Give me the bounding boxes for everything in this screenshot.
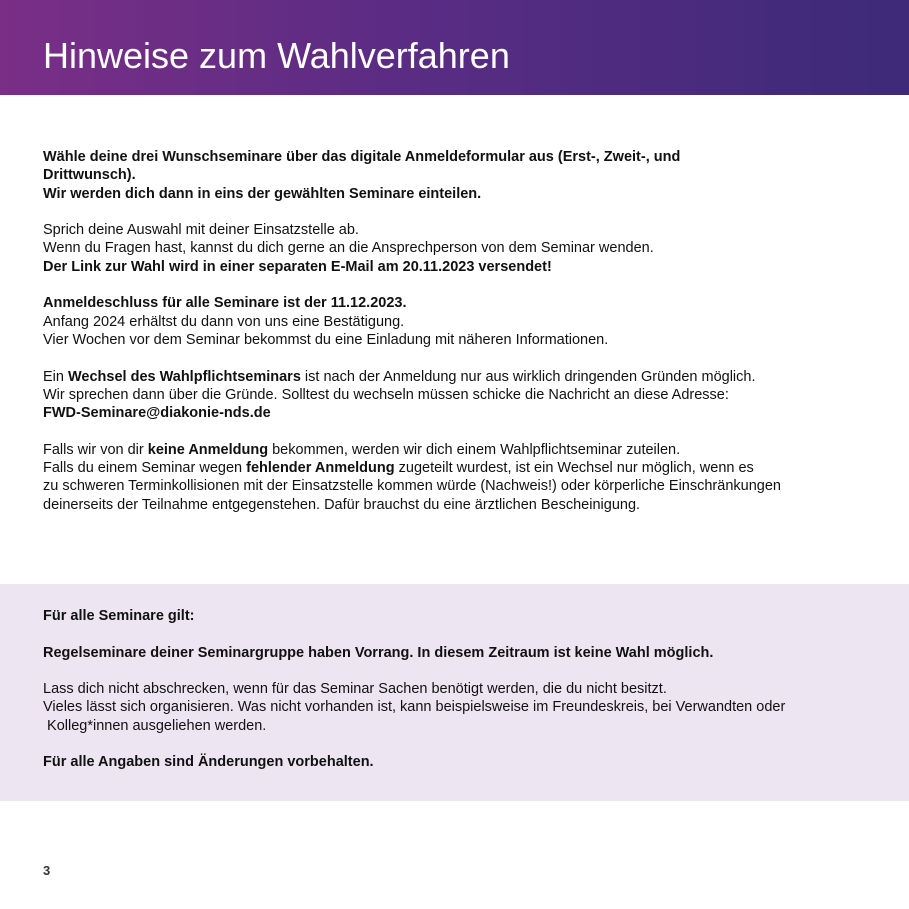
- coordination-line-2: Wenn du Fragen hast, kannst du dich gerne an die Ansprechperson von dem Seminar wenden.: [43, 240, 654, 257]
- no-registration-suffix: bekommen, werden wir dich einem Wahlpflichtseminar zuteilen.: [268, 441, 681, 458]
- notice-rule: Regelseminare deiner Seminargruppe haben Vorrang. In diesem Zeitraum ist keine Wahl möglich.: [43, 644, 714, 661]
- notice-rule-block: [43, 644, 863, 662]
- paragraph-change: [43, 368, 843, 423]
- change-line-1-suffix: ist nach der Anmeldung nur aus wirklich dringenden Gründen möglich.: [300, 368, 756, 385]
- selection-line-2: Drittwunsch).: [43, 167, 136, 184]
- paragraph-deadline: [43, 294, 843, 349]
- missing-registration-highlight: fehlender Anmeldung: [246, 460, 395, 477]
- paragraph-coordination: [43, 221, 843, 276]
- change-line-2: Wir sprechen dann über die Gründe. Solltest du wechseln müssen schicke die Nachricht an diese Adresse:: [43, 386, 729, 403]
- coordination-line-1: Sprich deine Auswahl mit deiner Einsatzstelle ab.: [43, 222, 359, 239]
- confirmation-text: Anfang 2024 erhältst du dann von uns eine Bestätigung.: [43, 313, 405, 330]
- change-line-1: [43, 368, 843, 386]
- notice-box: [0, 584, 909, 801]
- paragraph-selection: [43, 148, 843, 203]
- notice-footer-block: [43, 753, 863, 771]
- selection-line-3: Wir werden dich dann in eins der gewählten Seminare einteilen.: [43, 185, 482, 202]
- notice-equipment-line-2: Vieles lässt sich organisieren. Was nicht vorhanden ist, kann beispielsweise im Freundeskreis, bei Verwandten oder: [43, 699, 786, 716]
- notice-equipment-line-3: Kolleg*innen ausgeliehen werden.: [43, 717, 267, 734]
- notice-heading-block: [43, 607, 863, 625]
- main-content: [43, 148, 843, 532]
- notice-heading: Für alle Seminare gilt:: [43, 608, 195, 624]
- change-highlight: Wechsel des Wahlpflichtseminars: [68, 368, 301, 385]
- no-registration-highlight: keine Anmeldung: [147, 441, 269, 458]
- page-number: 3: [43, 863, 51, 878]
- no-registration-line-4: deinerseits der Teilnahme entgegenstehen. Dafür brauchst du eine ärztlichen Bescheinigung.: [43, 496, 641, 513]
- paragraph-no-registration: [43, 441, 843, 514]
- selection-line-1: Wähle deine drei Wunschseminare über das digitale Anmeldeformular aus (Erst-, Zweit-, und: [43, 149, 681, 165]
- notice-equipment-block: [43, 680, 863, 735]
- deadline-text: Anmeldeschluss für alle Seminare ist der 11.12.2023.: [43, 295, 407, 312]
- notice-content: [43, 607, 863, 790]
- invitation-text: Vier Wochen vor dem Seminar bekommst du eine Einladung mit näheren Informationen.: [43, 331, 609, 348]
- missing-registration-prefix: Falls du einem Seminar wegen: [43, 460, 247, 477]
- link-notice: Der Link zur Wahl wird in einer separaten E-Mail am 20.11.2023 versendet!: [43, 258, 552, 275]
- no-registration-line-3: zu schweren Terminkollisionen mit der Einsatzstelle kommen würde (Nachweis!) oder körperliche Einschränkungen: [43, 478, 781, 495]
- missing-registration-suffix: zugeteilt wurdest, ist ein Wechsel nur möglich, wenn es: [394, 460, 754, 477]
- change-line-1-prefix: Ein: [43, 368, 68, 385]
- page-title: Hinweise zum Wahlverfahren: [43, 35, 510, 76]
- page-header: [0, 0, 909, 95]
- notice-equipment-line-1: Lass dich nicht abschrecken, wenn für das Seminar Sachen benötigt werden, die du nicht besitzt.: [43, 681, 667, 698]
- no-registration-line-2: [43, 459, 843, 477]
- no-registration-prefix: Falls wir von dir: [43, 441, 148, 458]
- no-registration-line-1: [43, 441, 843, 459]
- contact-email: FWD-Seminare@diakonie-nds.de: [43, 405, 271, 422]
- notice-footer: Für alle Angaben sind Änderungen vorbehalten.: [43, 754, 374, 771]
